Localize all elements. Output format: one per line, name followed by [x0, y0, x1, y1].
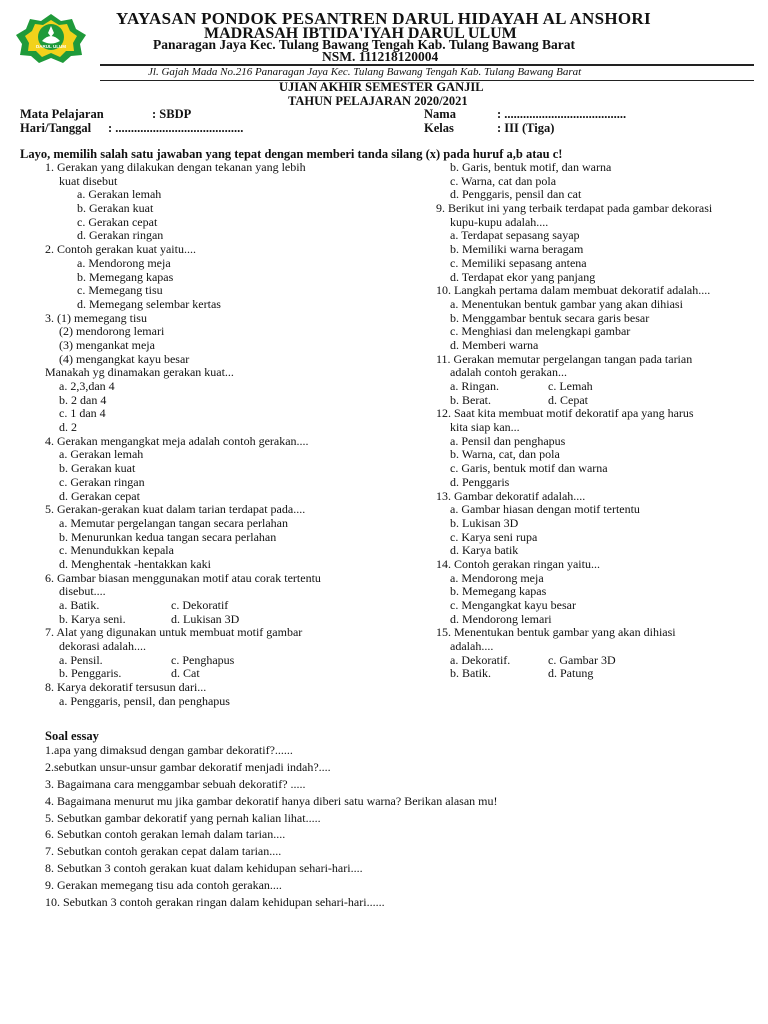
question-line — [436, 257, 712, 271]
question-line — [436, 448, 712, 462]
question-text: 12. Saat kita membuat motif dekoratif apa yang harus — [436, 406, 694, 421]
question-line — [436, 640, 712, 654]
question-line — [436, 476, 712, 490]
question-text: d. Penggaris, pensil dan cat — [450, 187, 582, 202]
question-line — [45, 626, 321, 640]
foundation-name: YAYASAN PONDOK PESANTREN DARUL HIDAYAH AL ANSHORI — [116, 9, 651, 28]
question-line — [45, 490, 321, 504]
exam-title: UJIAN AKHIR SEMESTER GANJIL — [279, 80, 484, 94]
question-text: a. Batik. — [59, 598, 100, 612]
question-text: a. Gerakan lemah — [59, 447, 144, 462]
question-text: b. Karya seni. — [59, 611, 126, 626]
question-text: c. Gerakan ringan — [59, 474, 145, 489]
question-text: 7. Alat yang digunakan untuk membuat motif gambar — [45, 625, 303, 640]
question-line — [45, 325, 321, 339]
question-line — [436, 503, 712, 517]
essay-question: 7. Sebutkan contoh gerakan cepat dalam tarian.... — [45, 844, 282, 859]
question-line — [45, 544, 321, 558]
question-option: d. Cat — [171, 666, 200, 681]
question-text: d. 2 — [59, 420, 77, 435]
question-text: a. Pensil. — [59, 652, 103, 667]
question-text: a. Gerakan lemah — [77, 187, 162, 202]
question-line — [436, 435, 712, 449]
question-option: d. Cepat — [548, 392, 588, 407]
question-text: d. Memberi warna — [450, 337, 539, 352]
question-text: c. Garis, bentuk motif dan warna — [450, 461, 608, 476]
question-text: b. Menurunkan kedua tangan secara perlahan — [59, 529, 277, 544]
exam-year: TAHUN PELAJARAN 2020/2021 — [288, 94, 468, 108]
question-text: a. Gambar hiasan dengan motif tertentu — [450, 502, 640, 517]
question-text: a. Memutar pergelangan tangan secara perlahan — [59, 515, 288, 530]
question-text: c. Karya seni rupa — [450, 529, 538, 544]
essay-question: 2.sebutkan unsur-unsur gambar dekoratif menjadi indah?.... — [45, 759, 331, 774]
question-line — [436, 229, 712, 243]
question-text: b. Warna, cat, dan pola — [450, 447, 560, 462]
question-option: c. Lemah — [548, 379, 593, 393]
essay-question: 10. Sebutkan 3 contoh gerakan ringan dalam kehidupan sehari-hari...... — [45, 895, 385, 910]
question-text: kupu-kupu adalah.... — [450, 214, 549, 229]
question-line — [436, 161, 712, 175]
question-line — [45, 161, 321, 175]
name-label: Nama — [424, 107, 456, 121]
question-line — [436, 613, 712, 627]
question-text: 14. Contoh gerakan ringan yaitu... — [436, 556, 600, 571]
school-location: Panaragan Jaya Kec. Tulang Bawang Tengah Kab. Tulang Bawang Barat — [153, 37, 575, 52]
question-line — [45, 421, 321, 435]
question-text: a. Mendorong meja — [450, 570, 544, 585]
question-text: 6. Gambar biasan menggunakan motif atau corak tertentu — [45, 570, 321, 585]
essay-question: 9. Gerakan memegang tisu ada contoh gerakan.... — [45, 878, 282, 893]
essay-question: 3. Bagaimana cara menggambar sebuah dekoratif? ..... — [45, 776, 306, 791]
question-line — [45, 599, 321, 613]
question-text: disebut.... — [59, 584, 106, 599]
question-line — [45, 216, 321, 230]
question-text: d. Menghentak -hentakkan kaki — [59, 556, 211, 571]
question-line — [45, 695, 321, 709]
question-text: c. Gerakan cepat — [77, 214, 158, 229]
question-line — [45, 654, 321, 668]
question-line — [45, 284, 321, 298]
school-nsm: NSM. 111218120004 — [322, 49, 439, 64]
name-field[interactable]: : ....................................... — [497, 107, 627, 121]
question-text: b. Menggambar bentuk secara garis besar — [450, 310, 650, 325]
question-line — [45, 353, 321, 367]
question-line — [45, 531, 321, 545]
question-line — [45, 667, 321, 681]
question-text: b. Gerakan kuat — [77, 201, 154, 216]
question-text: c. Mengangkat kayu besar — [450, 598, 576, 612]
question-text: 4. Gerakan mengangkat meja adalah contoh gerakan.... — [45, 433, 309, 448]
question-line — [436, 298, 712, 312]
question-text: c. Memiliki sepasang antena — [450, 255, 587, 270]
question-line — [436, 353, 712, 367]
question-text: 13. Gambar dekoratif adalah.... — [436, 488, 586, 503]
question-text: 5. Gerakan-gerakan kuat dalam tarian terdapat pada.... — [45, 502, 306, 517]
question-text: b. Penggaris. — [59, 666, 122, 681]
question-text: adalah contoh gerakan... — [450, 365, 567, 380]
question-option: d. Patung — [548, 666, 594, 681]
question-line — [45, 243, 321, 257]
question-text: a. Dekoratif. — [450, 652, 511, 667]
question-line — [436, 407, 712, 421]
question-line — [45, 517, 321, 531]
question-line — [436, 558, 712, 572]
question-line — [436, 654, 712, 668]
question-line — [436, 312, 712, 326]
question-text: c. Menundukkan kepala — [59, 543, 174, 558]
school-address: Jl. Gajah Mada No.216 Panaragan Jaya Kec. Tulang Bawang Tengah Kab. Tulang Bawang Barat — [148, 66, 582, 78]
question-line — [45, 462, 321, 476]
instruction: Layo, memilih salah satu jawaban yang tepat dengan memberi tanda silang (x) pada huruf a,b atau c! — [20, 147, 563, 161]
question-line — [436, 380, 712, 394]
class-label: Kelas — [424, 121, 454, 135]
question-text: b. Gerakan kuat — [59, 461, 136, 476]
question-line — [45, 380, 321, 394]
essay-title: Soal essay — [45, 729, 99, 743]
question-text: b. 2 dan 4 — [59, 392, 107, 407]
question-line — [436, 284, 712, 298]
question-text: Manakah yg dinamakan gerakan kuat... — [45, 365, 234, 380]
question-text: dekorasi adalah.... — [59, 639, 146, 654]
question-text: c. 1 dan 4 — [59, 406, 106, 421]
question-line — [45, 476, 321, 490]
question-line — [45, 202, 321, 216]
question-text: a. 2,3,dan 4 — [59, 379, 115, 393]
class-value: : III (Tiga) — [497, 121, 555, 135]
essay-question: 1.apa yang dimaksud dengan gambar dekoratif?...... — [45, 743, 293, 757]
question-line — [436, 667, 712, 681]
question-line — [436, 585, 712, 599]
question-text: a. Mendorong meja — [77, 255, 171, 270]
question-text: 3. (1) memegang tisu — [45, 310, 147, 325]
question-text: d. Gerakan cepat — [59, 488, 140, 503]
question-text: b. Memegang kapas — [77, 269, 174, 284]
question-text: d. Karya batik — [450, 543, 519, 558]
question-line — [436, 243, 712, 257]
question-line — [45, 613, 321, 627]
question-text: kita siap kan... — [450, 420, 520, 435]
question-text: kuat disebut — [59, 173, 118, 188]
question-option: c. Gambar 3D — [548, 652, 616, 667]
question-line — [436, 531, 712, 545]
question-line — [45, 312, 321, 326]
question-text: 1. Gerakan yang dilakukan dengan tekanan yang lebih — [45, 160, 306, 174]
question-text: b. Garis, bentuk motif, dan warna — [450, 160, 612, 174]
question-text: a. Pensil dan penghapus — [450, 433, 566, 448]
logo-text: DARUL ULUM — [36, 44, 66, 49]
question-line — [436, 462, 712, 476]
question-text: d. Memegang selembar kertas — [77, 296, 221, 311]
question-line — [45, 175, 321, 189]
question-line — [45, 271, 321, 285]
question-line — [436, 188, 712, 202]
question-text: c. Menghiasi dan melengkapi gambar — [450, 324, 631, 339]
question-line — [45, 558, 321, 572]
subject-value: : SBDP — [152, 107, 192, 121]
question-line — [436, 202, 712, 216]
question-text: d. Penggaris — [450, 474, 510, 489]
question-text: 11. Gerakan memutar pergelangan tangan pada tarian — [436, 351, 693, 366]
question-line — [436, 216, 712, 230]
question-text: a. Penggaris, pensil, dan penghapus — [59, 693, 230, 708]
question-text: c. Warna, cat dan pola — [450, 173, 557, 188]
question-option: d. Lukisan 3D — [171, 611, 240, 626]
question-line — [436, 394, 712, 408]
question-line — [45, 394, 321, 408]
essay-question: 4. Bagaimana menurut mu jika gambar dekoratif hanya diberi satu warna? Berikan alasan mu! — [45, 793, 498, 808]
essay-question: 6. Sebutkan contoh gerakan lemah dalam tarian.... — [45, 827, 286, 842]
question-line — [45, 298, 321, 312]
question-line — [45, 339, 321, 353]
question-text: 9. Berikut ini yang terbaik terdapat pada gambar dekorasi — [436, 201, 713, 216]
school-logo-icon — [14, 13, 88, 63]
question-line — [436, 599, 712, 613]
question-line — [45, 435, 321, 449]
question-text: b. Memegang kapas — [450, 584, 547, 599]
school-name: MADRASAH IBTIDA'IYAH DARUL ULUM — [204, 25, 517, 42]
question-text: d. Terdapat ekor yang panjang — [450, 269, 596, 284]
date-label: Hari/Tanggal — [20, 121, 92, 135]
question-text: a. Menentukan bentuk gambar yang akan dihiasi — [450, 296, 683, 311]
question-line — [45, 572, 321, 586]
question-line — [436, 325, 712, 339]
question-line — [45, 681, 321, 695]
question-line — [45, 640, 321, 654]
question-text: 8. Karya dekoratif tersusun dari... — [45, 680, 207, 695]
question-line — [436, 175, 712, 189]
question-text: (4) mengangkat kayu besar — [59, 351, 190, 366]
question-text: b. Berat. — [450, 392, 491, 407]
essay-list — [45, 742, 498, 911]
question-option: c. Penghapus — [171, 652, 235, 667]
question-text: b. Memiliki warna beragam — [450, 242, 584, 257]
question-line — [45, 503, 321, 517]
question-text: 10. Langkah pertama dalam membuat dekoratif adalah.... — [436, 283, 711, 298]
question-line — [436, 572, 712, 586]
question-text: b. Lukisan 3D — [450, 515, 519, 530]
essay-question: 5. Sebutkan gambar dekoratif yang pernah kalian lihat..... — [45, 810, 321, 825]
question-text: (3) mengankat meja — [59, 337, 155, 352]
question-line — [436, 544, 712, 558]
questions-right-column — [436, 161, 712, 681]
questions-left-column — [45, 161, 321, 709]
essay-question: 8. Sebutkan 3 contoh gerakan kuat dalam kehidupan sehari-hari.... — [45, 861, 363, 876]
question-text: (2) mendorong lemari — [59, 324, 165, 339]
question-text: a. Terdapat sepasang sayap — [450, 228, 580, 243]
question-text: 15. Menentukan bentuk gambar yang akan dihiasi — [436, 625, 676, 640]
subject-label: Mata Pelajaran — [20, 107, 104, 121]
question-text: 2. Contoh gerakan kuat yaitu.... — [45, 242, 196, 257]
question-text: d. Gerakan ringan — [77, 228, 164, 243]
question-text: adalah.... — [450, 639, 494, 654]
question-text: b. Batik. — [450, 666, 491, 681]
question-line — [436, 421, 712, 435]
date-field[interactable]: : ......................................... — [108, 121, 244, 135]
question-line — [436, 366, 712, 380]
question-line — [45, 407, 321, 421]
question-line — [45, 257, 321, 271]
question-line — [45, 585, 321, 599]
question-line — [436, 339, 712, 353]
question-text: c. Memegang tisu — [77, 283, 163, 298]
question-text: d. Mendorong lemari — [450, 611, 552, 626]
question-line — [436, 517, 712, 531]
question-line — [45, 366, 321, 380]
question-line — [45, 448, 321, 462]
question-line — [436, 626, 712, 640]
question-line — [436, 490, 712, 504]
question-line — [436, 271, 712, 285]
question-line — [45, 188, 321, 202]
question-line — [45, 229, 321, 243]
question-text: a. Ringan. — [450, 379, 499, 393]
question-option: c. Dekoratif — [171, 598, 229, 612]
